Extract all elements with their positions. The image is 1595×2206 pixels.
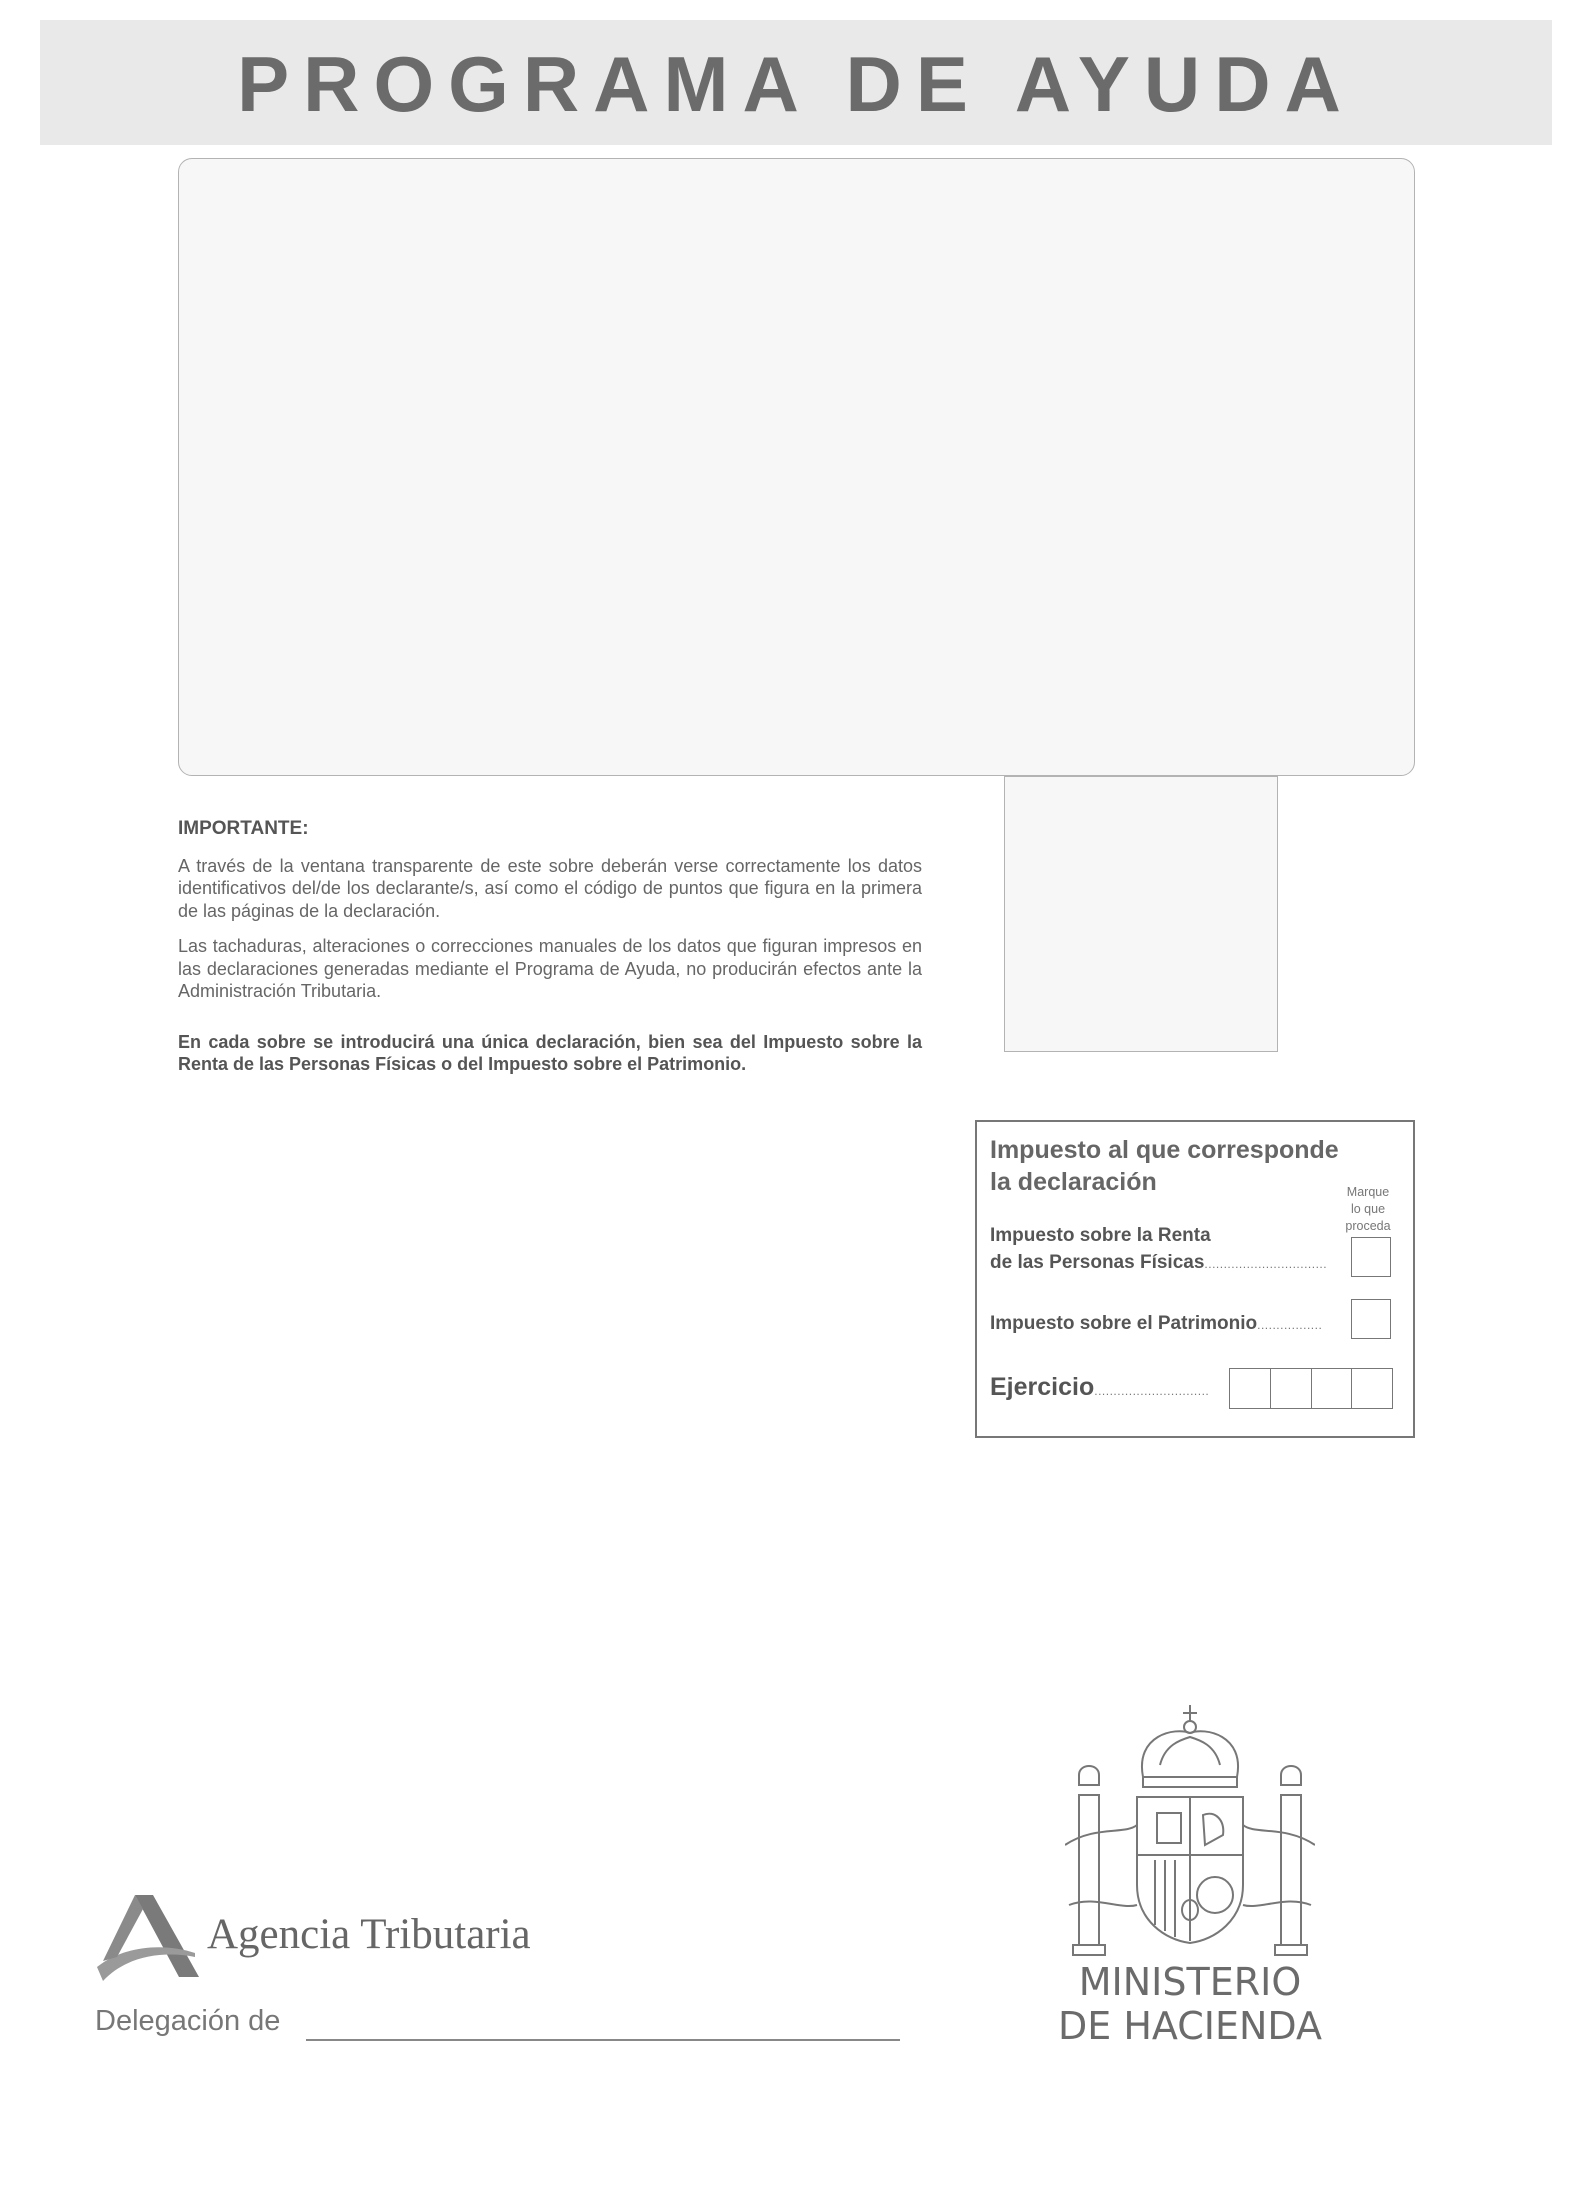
year-digit-4[interactable] [1352, 1369, 1392, 1408]
year-digit-3[interactable] [1312, 1369, 1353, 1408]
address-window [178, 158, 1415, 776]
delegacion-label: Delegación de [95, 2005, 281, 2037]
irpf-label-line1: Impuesto sobre la Renta [990, 1225, 1211, 1246]
ministry-name [1040, 1960, 1340, 2048]
delegacion-field[interactable] [306, 2039, 900, 2041]
important-bold-note: En cada sobre se introducirá una única declaración, bien sea del Impuesto sobre la Renta de las Personas Físicas o del Impuesto sobre el Patrimonio. [178, 1031, 922, 1074]
patrimonio-checkbox[interactable] [1351, 1299, 1391, 1339]
ejercicio-text: Ejercicio [990, 1373, 1095, 1401]
spanish-coat-of-arms-icon [1065, 1705, 1315, 1965]
year-digit-2[interactable] [1271, 1369, 1312, 1408]
tax-box-title-line1: Impuesto al que corresponde [990, 1136, 1339, 1164]
irpf-label-line2: de las Personas Físicas [990, 1252, 1205, 1273]
patrimonio-label-text: Impuesto sobre el Patrimonio [990, 1313, 1258, 1334]
ministry-line2: DE HACIENDA [1057, 2004, 1322, 2048]
code-window [1004, 776, 1278, 1052]
mark-note-line3: proceda [1345, 1219, 1391, 1233]
important-heading: IMPORTANTE: [178, 818, 309, 839]
header-banner [40, 20, 1552, 145]
mark-note-line2: lo que [1350, 1202, 1386, 1216]
irpf-label [990, 1222, 1327, 1278]
important-paragraph-1: A través de la ventana transparente de este sobre deberán verse correctamente los datos identificativos del/de los declarante/s, así como el código de puntos que figura en la primera de las páginas de la declaración. [178, 855, 922, 921]
tax-box-title [990, 1134, 1350, 1198]
important-paragraph-2: Las tachaduras, alteraciones o correcciones manuales de los datos que figuran impresos en las declaraciones generadas mediante el Programa de Ayuda, no producirán efectos ante la Administración Tributaria. [178, 936, 922, 1001]
ejercicio-label [990, 1374, 1209, 1405]
irpf-dots: ................................ [1204, 1257, 1328, 1271]
tax-type-box [975, 1120, 1415, 1438]
ejercicio-year-field[interactable] [1229, 1368, 1393, 1409]
patrimonio-dots: ................. [1257, 1318, 1323, 1332]
irpf-checkbox[interactable] [1351, 1237, 1391, 1277]
important-notice [178, 818, 922, 1089]
mark-note [1333, 1184, 1403, 1235]
banner-title: PROGRAMA DE AYUDA [237, 40, 1355, 128]
mark-note-line1: Marque [1346, 1185, 1390, 1199]
ejercicio-dots: .............................. [1094, 1384, 1210, 1398]
year-digit-1[interactable] [1230, 1369, 1271, 1408]
agencia-tributaria-logo-icon [95, 1895, 205, 1990]
tax-box-title-line2: la declaración [990, 1168, 1157, 1196]
ministry-line1: MINISTERIO [1078, 1960, 1302, 2004]
patrimonio-label [990, 1310, 1322, 1339]
agency-name: Agencia Tributaria [207, 1911, 531, 1958]
